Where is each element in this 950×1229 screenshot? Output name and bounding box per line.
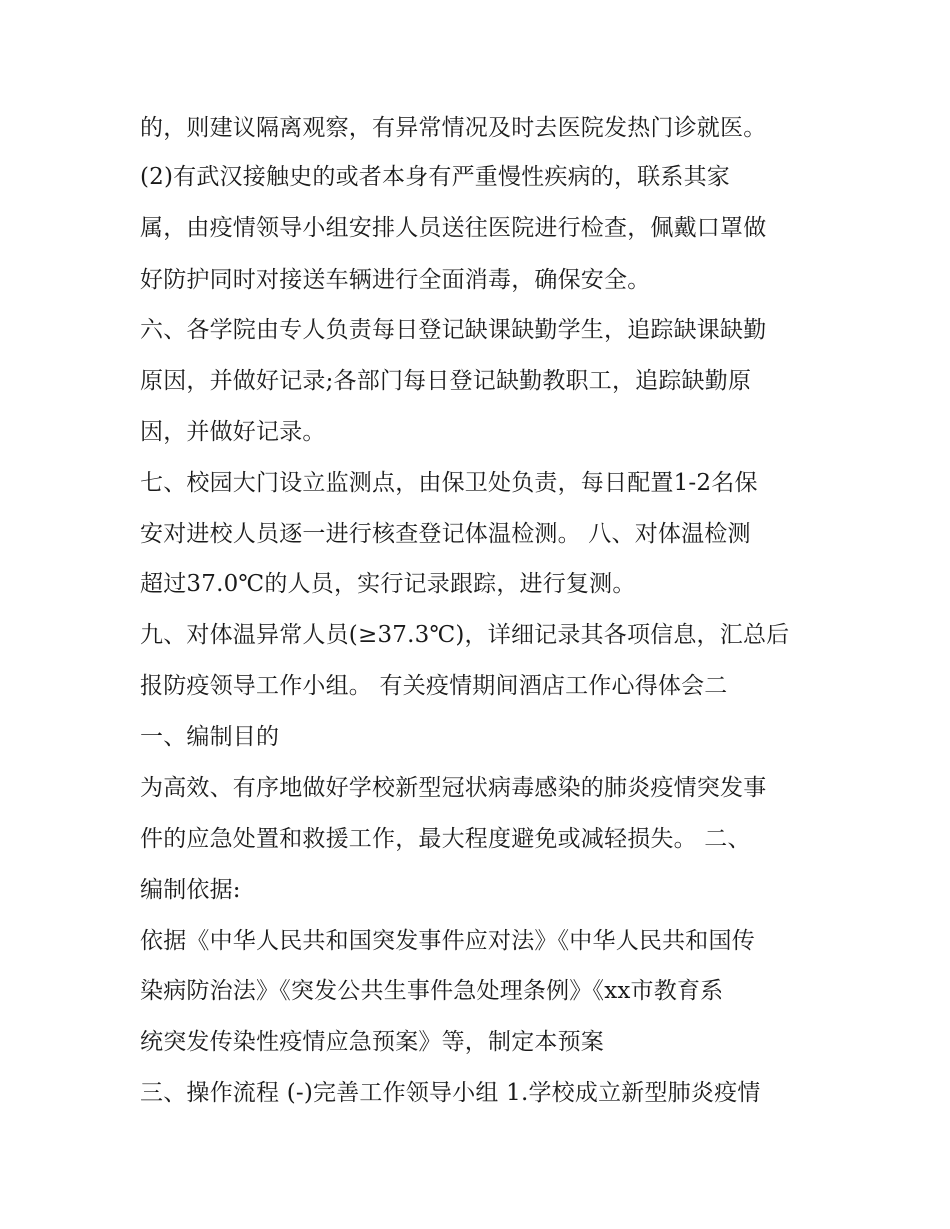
text-line: 七、校园大门设立监测点，由保卫处负责，每日配置1-2名保 — [140, 470, 758, 496]
text-line: 一、编制目的 — [140, 724, 280, 750]
text-line: 件的应急处置和救援工作，最大程度避免或减轻损失。 二、 — [140, 826, 751, 852]
text-line: 属，由疫情领导小组安排人员送往医院进行检查，佩戴口罩做 — [140, 215, 767, 241]
text-line: 好防护同时对接送车辆进行全面消毒，确保安全。 — [140, 267, 651, 293]
text-line: 六、各学院由专人负责每日登记缺课缺勤学生，追踪缺课缺勤 — [140, 317, 767, 343]
text-line: 原因，并做好记录;各部门每日登记缺勤教职工，追踪缺勤原 — [140, 368, 752, 394]
text-line: 编制依据: — [140, 877, 241, 903]
text-line: 三、操作流程 (-)完善工作领导小组 1.学校成立新型肺炎疫情 — [140, 1080, 761, 1106]
text-line: 统突发传染性疫情应急预案》等，制定本预案 — [140, 1029, 604, 1055]
text-line: 超过37.0℃的人员，实行记录跟踪，进行复测。 — [140, 571, 636, 597]
text-line: (2)有武汉接触史的或者本身有严重慢性疾病的，联系其家 — [140, 164, 730, 190]
text-line: 的，则建议隔离观察，有异常情况及时去医院发热门诊就医。 — [140, 115, 767, 141]
text-line: 安对进校人员逐一进行核查登记体温检测。 八、对体温检测 — [140, 521, 751, 547]
text-line: 染病防治法》《突发公共生事件急处理条例》《xx市教育系 — [140, 978, 724, 1004]
text-line: 为高效、有序地做好学校新型冠状病毒感染的肺炎疫情突发事 — [140, 775, 767, 801]
text-line: 依据《中华人民共和国突发事件应对法》《中华人民共和国传 — [140, 928, 755, 954]
text-line: 因，并做好记录。 — [140, 419, 326, 445]
text-line: 报防疫领导工作小组。 有关疫情期间酒店工作心得体会二 — [140, 673, 728, 699]
text-line: 九、对体温异常人员(≥37.3℃)，详细记录其各项信息，汇总后 — [140, 622, 790, 648]
